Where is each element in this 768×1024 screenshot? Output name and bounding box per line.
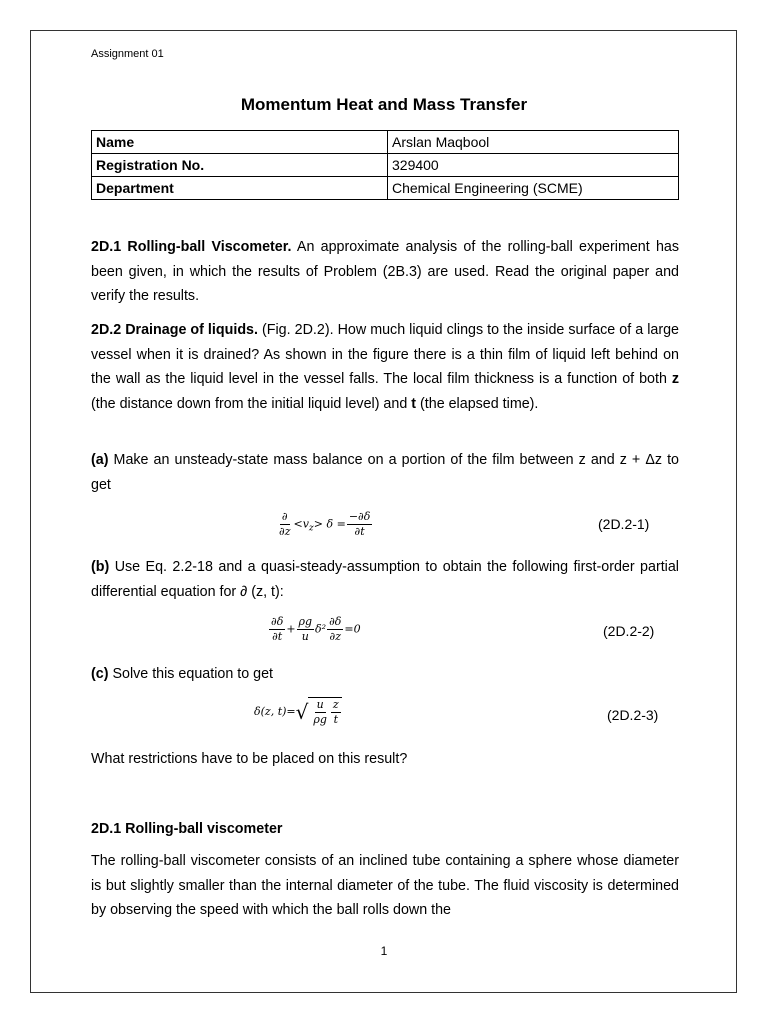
problem-2d1-heading: 2D.1 Rolling-ball Viscometer. <box>91 239 292 255</box>
solution-heading: 2D.1 Rolling-ball viscometer <box>91 821 283 837</box>
equation-2d2-3: δ(z, t)= √ $\frac{u}{\rho g}$ $\frac{z}{t}$ <box>254 697 342 727</box>
part-a-paragraph <box>91 448 679 497</box>
equation-number: (2D.2-1) <box>598 516 650 532</box>
restrictions-text: What restrictions have to be placed on this result? <box>91 751 408 767</box>
problem-2d1-paragraph <box>91 235 679 309</box>
variable-z: z <box>671 371 679 387</box>
table-cell-value: 329400 <box>388 154 679 177</box>
problem-2d2-paragraph <box>91 318 679 416</box>
table-cell-value: Arslan Maqbool <box>388 131 679 154</box>
equation-2d2-2: $\frac{\partial\delta}{\partial t}$ + $\frac{\rho g}{u}$ δ² $\frac{\partial\delta}{\partial z}$ =0 <box>271 615 361 643</box>
table-cell-value: Chemical Engineering (SCME) <box>388 177 679 200</box>
table-cell-label: Registration No. <box>92 154 388 177</box>
equation-2d2-1: $\frac{\partial}{\partial z}$ $<v_z> \delta$ = $\frac{-\partial\delta}{\partial t}$ <box>279 510 371 538</box>
solution-heading-block <box>91 817 679 842</box>
table-cell-label: Name <box>92 131 388 154</box>
problem-2d2-text: (the distance down from the initial liquid level) and <box>91 395 412 412</box>
part-a-text: Make an unsteady-state mass balance on a portion of the film between z and z + Δz to get <box>91 452 679 493</box>
equation-number: (2D.2-3) <box>607 707 659 723</box>
part-b-label: (b) <box>91 559 110 575</box>
document-title: Momentum Heat and Mass Transfer <box>240 95 528 114</box>
problem-2d2-text: (the elapsed time). <box>416 395 539 412</box>
equation-number: (2D.2-2) <box>603 623 655 639</box>
table-row <box>92 131 679 154</box>
student-info-table <box>91 130 679 200</box>
assignment-label: Assignment 01 <box>91 48 164 60</box>
part-c-text: Solve this equation to get <box>108 666 274 682</box>
part-c-paragraph <box>91 662 679 687</box>
restrictions-question <box>91 747 679 772</box>
problem-2d2-text: (Fig. 2D.2). How much liquid clings to the inside surface of a large vessel when it is drained? As shown in the figure there is a thin film of liquid left behind on the wall as the liquid level in the vessel falls. The local film thickness is a function of both <box>91 322 679 387</box>
page-number: 1 <box>380 944 388 958</box>
table-cell-label: Department <box>92 177 388 200</box>
part-c-label: (c) <box>91 666 109 682</box>
part-a-label: (a) <box>91 452 109 468</box>
table-row <box>92 177 679 200</box>
problem-2d2-heading: 2D.2 Drainage of liquids. <box>91 322 258 338</box>
problem-2d1-text: An approximate analysis of the rolling-ball experiment has been given, in which the results of Problem (2B.3) are used. Read the original paper and verify the results. <box>91 239 679 304</box>
part-b-paragraph <box>91 555 679 604</box>
table-row <box>92 154 679 177</box>
solution-paragraph <box>91 849 679 923</box>
variable-t: t <box>411 395 417 412</box>
part-b-text: Use Eq. 2.2-18 and a quasi-steady-assumption to obtain the following first-order partial differential equation for ∂ (z, t): <box>91 559 679 600</box>
solution-text: The rolling-ball viscometer consists of an inclined tube containing a sphere whose diameter is but slightly smaller than the internal diameter of the tube. The fluid viscosity is determined by observing the speed with which the ball rolls down the <box>91 853 679 918</box>
